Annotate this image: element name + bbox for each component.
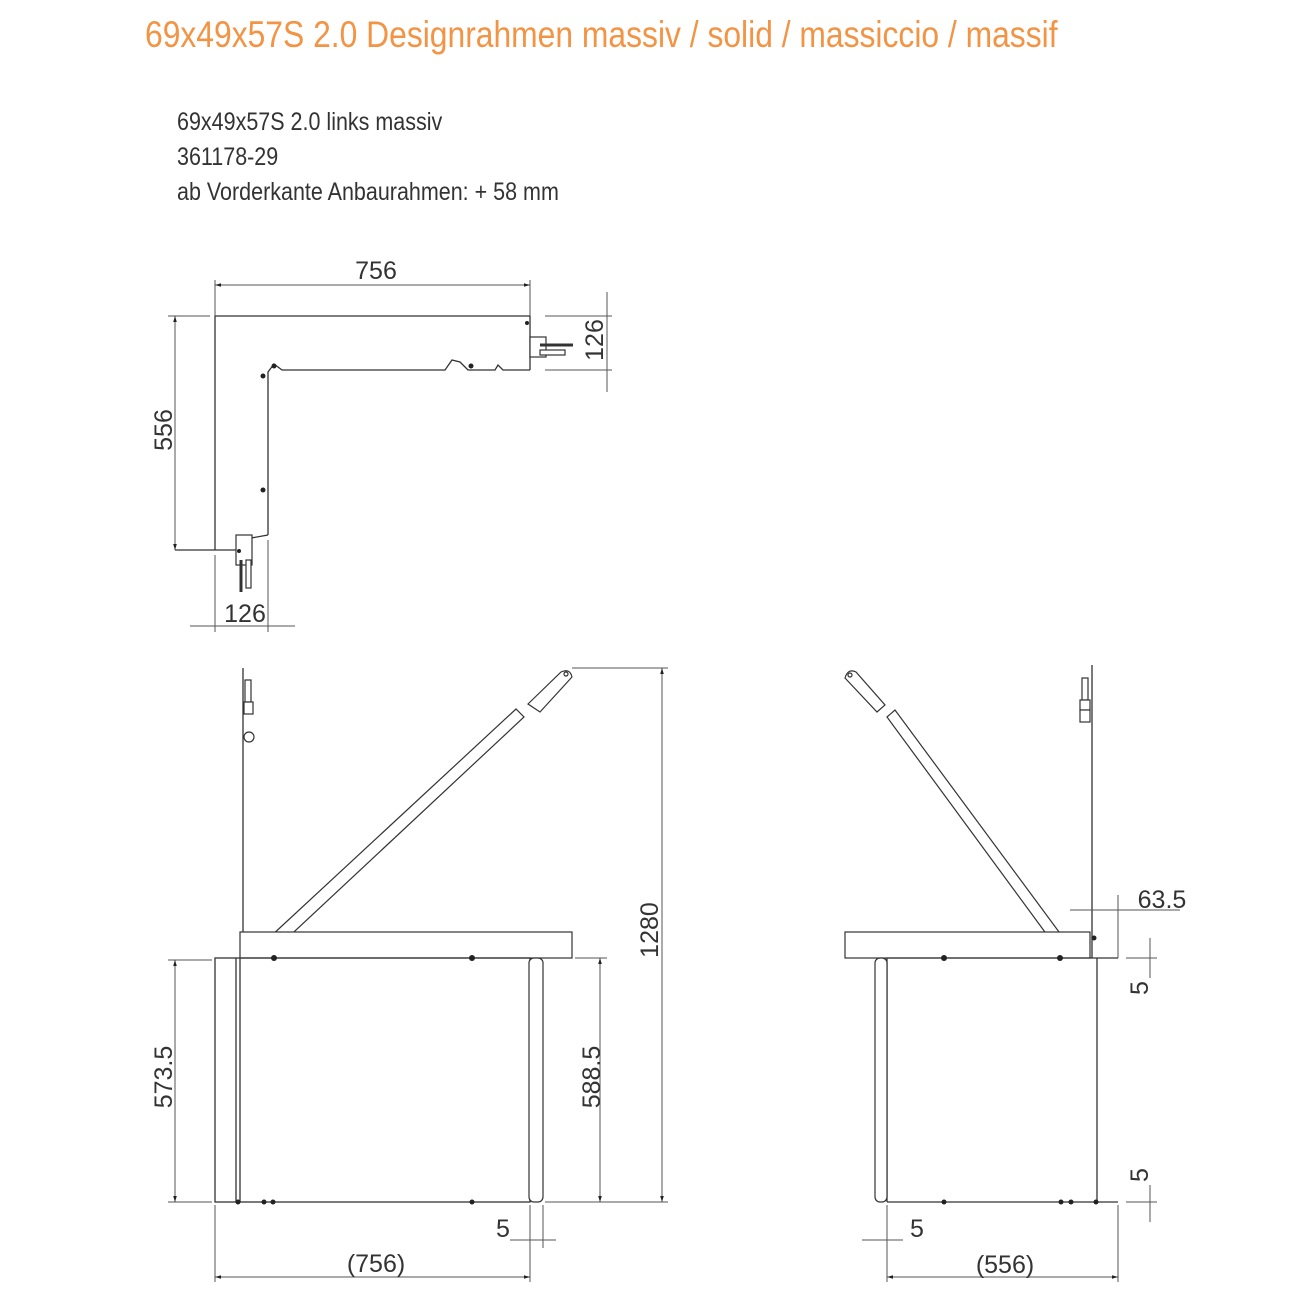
dimension-label: 5	[1126, 1168, 1154, 1182]
dimension-label: 63.5	[1137, 886, 1187, 914]
hinge	[1080, 678, 1090, 722]
dimension-gap-bottom	[1126, 1168, 1157, 1222]
frame-box	[215, 958, 530, 1202]
hinge-right	[530, 337, 573, 357]
top-rail	[240, 932, 572, 958]
side-view	[845, 665, 1186, 1282]
gas-strut	[845, 671, 1062, 944]
dimension-width	[215, 1205, 530, 1282]
dimension-offset-left	[862, 1205, 924, 1282]
hinge-bottom	[236, 535, 252, 592]
dimension-label: (556)	[975, 1251, 1035, 1279]
dimension-right-height	[575, 958, 607, 1202]
dimension-depth	[150, 316, 210, 550]
top-rail	[845, 932, 1090, 958]
dimension-label: 5	[1126, 981, 1154, 995]
dimension-label: 1280	[636, 902, 664, 958]
dimension-label: 126	[581, 319, 609, 361]
dimension-label: 588.5	[578, 1045, 606, 1109]
dimension-width	[215, 257, 530, 316]
dimension-label: 556	[150, 409, 178, 451]
dimension-label: 5	[910, 1215, 924, 1243]
gas-strut	[270, 671, 572, 945]
dimension-profile-right	[545, 292, 612, 392]
frame-bottom-edge	[175, 535, 268, 550]
top-view	[150, 257, 612, 632]
dimension-label: 126	[224, 600, 266, 628]
mounting-note: ab Vorderkante Anbaurahmen: + 58 mm	[177, 178, 559, 206]
dimension-label: 756	[355, 257, 397, 285]
right-post	[529, 958, 543, 1202]
dimension-label: (756)	[346, 1250, 406, 1278]
front-view	[150, 668, 668, 1282]
left-post	[875, 958, 887, 1202]
frame-outline-inner	[268, 360, 530, 535]
frame-box	[887, 958, 1118, 1202]
drawing-title: 69x49x57S 2.0 Designrahmen massiv / solid / massiccio / massif	[145, 14, 1058, 55]
dimension-left-height	[150, 960, 212, 1202]
dimension-offset	[496, 1205, 556, 1282]
dimension-label: 573.5	[150, 1045, 178, 1109]
dimension-gap-top	[1126, 938, 1157, 995]
dimension-label: 5	[496, 1215, 510, 1243]
article-number: 361178-29	[177, 143, 279, 171]
hinge	[244, 680, 254, 742]
product-name: 69x49x57S 2.0 links massiv	[177, 108, 443, 136]
frame-outline-outer	[215, 316, 530, 550]
